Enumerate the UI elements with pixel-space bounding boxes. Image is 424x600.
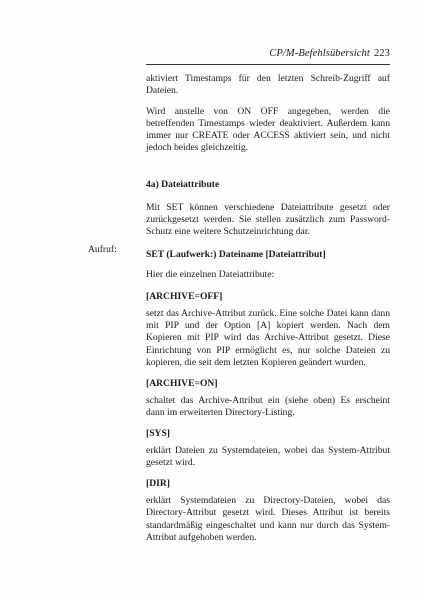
- paragraph-attr-intro: Hier die einzelnen Dateiattribute:: [146, 269, 275, 281]
- option-archive-on: [ARCHIVE=ON]: [146, 377, 218, 389]
- command-syntax: SET (Laufwerk:) Dateiname [Dateiattribut]: [146, 248, 326, 260]
- body-text: [146, 73, 390, 553]
- option-sys: [SYS]: [146, 427, 170, 439]
- side-label-aufruf: Aufruf:: [88, 244, 117, 255]
- paragraph-set-intro: Mit SET können verschiedene Dateiattribute gesetzt oder zurückgesetzt werden. Sie stellen zusätzlich zum Password-Schutz eine weitere Schutzeinrichtung dar.: [146, 201, 390, 237]
- paragraph-archive-off: setzt das Archive-Attribut zurück. Eine solche Datei kann dann mit PIP und der Option [A] kopiert werden. Nach dem Kopieren mit PIP wird das Archive-Attribut gesetzt. Diese Einrichtung von PIP ermöglicht es, nur solche Dateien zu kopieren, die seit dem letzten Kopieren geändert wurden.: [146, 308, 390, 368]
- header-rule: [146, 64, 390, 65]
- paragraph-dir: erklärt Systemdateien zu Directory-Dateien, wobei das Directory-Attribut gesetzt wird. Dieses Attribut ist bereits standardmäßig eingeschaltet und kann nur durch das System-Attribut aufgehoben werden.: [146, 495, 390, 543]
- running-header: [256, 48, 390, 59]
- option-dir: [DIR]: [146, 478, 170, 490]
- paragraph-off: Wird anstelle von ON OFF angegeben, werden die betreffenden Timestamps wieder deaktiviert. Außerdem kann immer nur CREATE oder ACCESS aktiviert sein, und nicht jedoch beides gleichzeitig.: [146, 106, 390, 154]
- section-heading: 4a) Dateiattribute: [146, 178, 220, 190]
- paragraph-archive-on: schaltet das Archive-Attribut ein (siehe oben) Es erscheint dann im erweiterten Directory-Listing.: [146, 394, 390, 418]
- paragraph-timestamps: aktiviert Timestamps für den letzten Schreib-Zugriff auf Dateien.: [146, 73, 390, 97]
- header-title: CP/M-Befehlsübersicht: [269, 48, 370, 59]
- paragraph-sys: erklärt Dateien zu Systemdateien, wobei das System-Attribut gesetzt wird.: [146, 445, 390, 469]
- page-number: 223: [373, 48, 390, 59]
- option-archive-off: [ARCHIVE=OFF]: [146, 291, 223, 303]
